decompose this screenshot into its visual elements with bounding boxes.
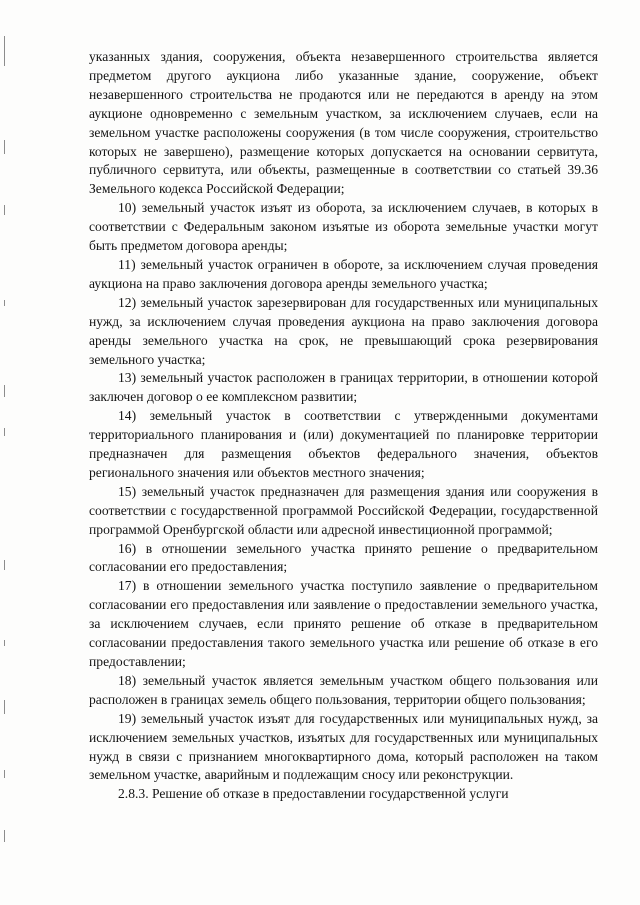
paragraph-item-12: 12) земельный участок зарезервирован для государственных или муниципальных нужд, за исключением случая проведения аукциона на право заключения договора аренды земельного участка на срок, не превышающий срока резервирования земельного участка; bbox=[89, 294, 598, 367]
document-body bbox=[89, 48, 598, 804]
paragraph-item-11: 11) земельный участок ограничен в обороте, за исключением случая проведения аукциона на право заключения договора аренды земельного участка; bbox=[89, 256, 598, 291]
paragraph-item-17: 17) в отношении земельного участка поступило заявление о предварительном согласовании его предоставления или заявление о предоставлении земельного участка, за исключением случаев, если принято решение об отказе в предварительном согласовании предоставления такого земельного участка или решение об отказе в его предоставлении; bbox=[89, 578, 598, 669]
paragraph-continuation: указанных здания, сооружения, объекта незавершенного строительства является предметом другого аукциона либо указанные здание, сооружение, объект незавершенного строительства не продаются или не передаются в аренду на этом аукционе одновременно с земельным участком, за исключением случаев, если на земельном участке расположены сооружения (в том числе сооружения, строительство которых не завершено), размещение которых допускается на основании сервитута, публичного сервитута, или объекты, размещенные в соответствии со статьей 39.36 Земельного кодекса Российской Федерации; bbox=[89, 49, 598, 197]
paragraph-item-16: 16) в отношении земельного участка принято решение о предварительном согласовании его предоставления; bbox=[89, 540, 598, 575]
paragraph-item-14: 14) земельный участок в соответствии с утвержденными документами территориального планирования и (или) документацией по планировке территории предназначен для размещения объектов федерального значения, объектов регионального значения или объектов местного значения; bbox=[89, 408, 598, 480]
scan-edge-marks bbox=[0, 0, 24, 905]
paragraph-item-13: 13) земельный участок расположен в границах территории, в отношении которой заключен договор о ее комплексном развитии; bbox=[89, 370, 598, 405]
paragraph-item-18: 18) земельный участок является земельным участком общего пользования или расположен в границах земель общего пользования, территории общего пользования; bbox=[89, 672, 598, 707]
paragraph-section-2-8-3: 2.8.3. Решение об отказе в предоставлении государственной услуги bbox=[118, 786, 509, 802]
paragraph-item-10: 10) земельный участок изъят из оборота, за исключением случаев, в которых в соответствии с Федеральным законом изъятые из оборота земельные участки могут быть предметом договора аренды; bbox=[89, 200, 598, 254]
paragraph-item-15: 15) земельный участок предназначен для размещения здания или сооружения в соответствии с государственной программой Российской Федерации, государственной программой Оренбургской области или адресной инвестиционной программой; bbox=[89, 483, 598, 537]
paragraph-item-19: 19) земельный участок изъят для государственных или муниципальных нужд, за исключением земельных участков, изъятых для государственных или муниципальных нужд в связи с признанием многоквартирного дома, который расположен на таком земельном участке, аварийным и подлежащим сносу или реконструкции. bbox=[89, 710, 598, 783]
